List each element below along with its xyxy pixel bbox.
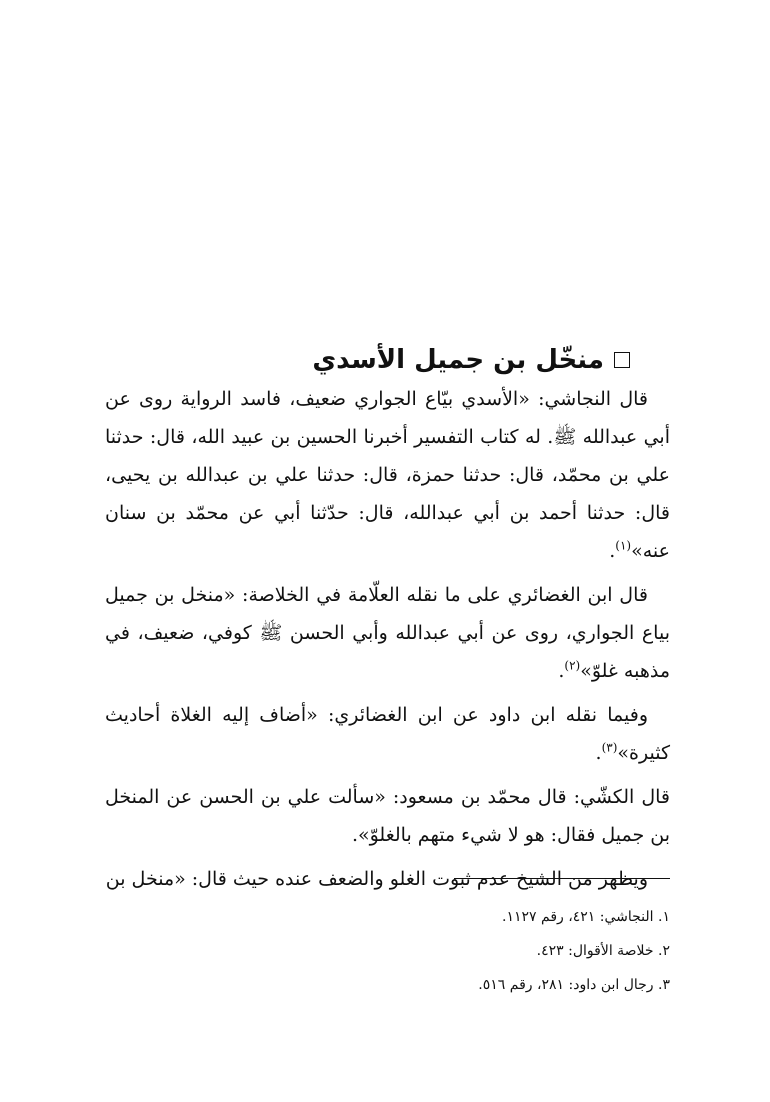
square-bullet-icon <box>614 352 630 368</box>
footnote-1: ١. النجاشي: ٤٢١، رقم ١١٢٧. <box>502 909 670 925</box>
entry-title: منخّل بن جميل الأسدي <box>312 345 604 375</box>
footnote-marker: (٣) <box>601 740 618 755</box>
footnote-marker: (٢) <box>564 658 581 673</box>
paragraph-najashi: قال النجاشي: «الأسدي بيّاع الجواري ضعيف، فاسد الرواية روى عن أبي عبدالله ﷺ. له كتاب التفسير أخبرنا الحسين بن عبيد الله، قال: حدثنا علي بن محمّد، قال: حدثنا حمزة، قال: حدثنا علي بن عبدالله بن يحيى، قال: حدثنا أحمد بن أبي عبدالله، قال: حدّثنا أبي عن محمّد بن سنان عنه»$^{(١)}$. <box>105 388 670 562</box>
paragraph-kashshi: قال الكشّي: قال محمّد بن مسعود: «سألت علي بن الحسن عن المنخل بن جميل فقال: هو لا شيء متهم بالغلوّ». <box>105 786 670 846</box>
paragraph-ibn-dawud: وفيما نقله ابن داود عن ابن الغضائري: «أضاف إليه الغلاة أحاديث كثيرة»$^{(٣)}$. <box>105 704 670 764</box>
entry-body <box>105 380 670 904</box>
footnote-marker: (١) <box>615 538 632 553</box>
paragraph-shaykh: ويظهر من الشيخ عدم ثبوت الغلو والضعف عنده حيث قال: «منخل بن <box>105 868 648 890</box>
paragraph-ghadairi: قال ابن الغضائري على ما نقله العلّامة في الخلاصة: «منخل بن جميل بياع الجواري، روى عن أبي عبدالله وأبي الحسن ﷺ كوفي، ضعيف، في مذهبه غلوّ»$^{(٢)}$. <box>105 584 670 682</box>
entry-heading <box>100 340 630 380</box>
footnotes <box>105 900 670 1002</box>
footnote-divider <box>454 878 670 879</box>
footnote-2: ٢. خلاصة الأقوال: ٤٢٣. <box>536 943 670 959</box>
footnote-3: ٣. رجال ابن داود: ٢٨١، رقم ٥١٦. <box>478 977 670 993</box>
